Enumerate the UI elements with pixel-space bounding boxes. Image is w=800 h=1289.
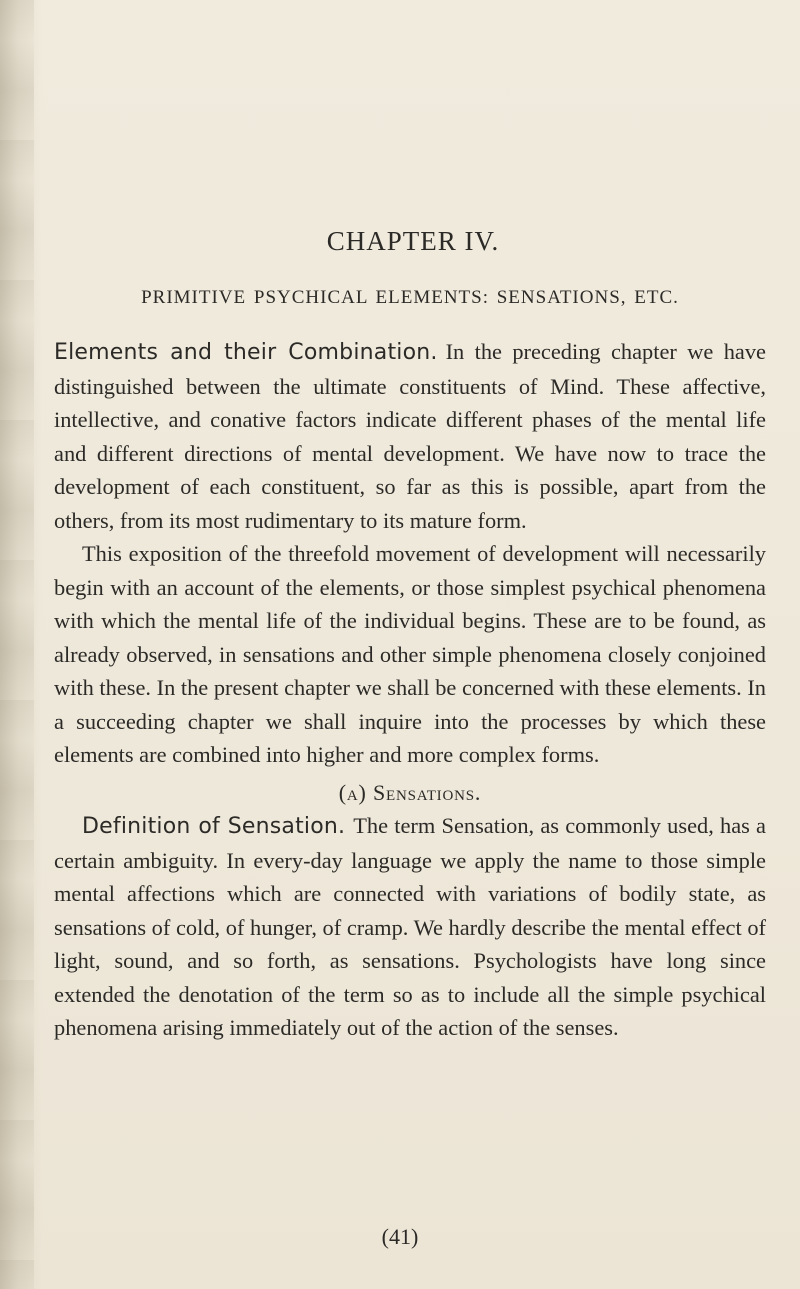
run-in-heading: Elements and their Combination.: [54, 340, 438, 365]
paragraph-definition-sensation: [54, 809, 766, 1045]
paragraph-elements-combination: [54, 335, 766, 537]
section-heading-sensations: (a) Sensations.: [338, 779, 482, 805]
paragraph-text: In the preceding chapter we have distinguished between the ultimate constituents of Mind. These affective, intellective, and conative factors indicate different phases of the mental life and different directions of mental development. We have now to trace the development of each constituent, so far as this is possible, apart from the others, from its most rudimentary to its mature form.: [54, 339, 766, 533]
chapter-subtitle: PRIMITIVE PSYCHICAL ELEMENTS: SENSATIONS, ETC.: [141, 287, 679, 308]
paragraph-exposition: [54, 537, 766, 772]
run-in-heading: Definition of Sensation.: [82, 814, 346, 839]
paragraph-text: This exposition of the threefold movement of development will necessarily begin with an account of the elements, or those simplest psychical phenomena with which the mental life of the individual begins. These are to be found, as already observed, in sensations and other simple phenomena closely conjoined with these. In the present chapter we shall be concerned with these elements. In a succeeding chapter we shall inquire into the processes by which these elements are combined into higher and more complex forms.: [54, 541, 766, 767]
paragraph-text: The term Sensation, as commonly used, has a certain ambiguity. In every-day language we apply the name to those simple mental affections which are connected with variations of bodily state, as sensations of cold, of hunger, of cramp. We hardly describe the mental effect of light, sound, and so forth, as sensations. Psychologists have long since extended the denotation of the term so as to include all the simple psychical phenomena arising immediately out of the action of the senses.: [54, 813, 766, 1040]
page-content: [54, 226, 766, 1045]
page-number: (41): [381, 1224, 419, 1249]
binding-gutter: [0, 0, 34, 1289]
chapter-title: CHAPTER IV.: [326, 226, 500, 256]
